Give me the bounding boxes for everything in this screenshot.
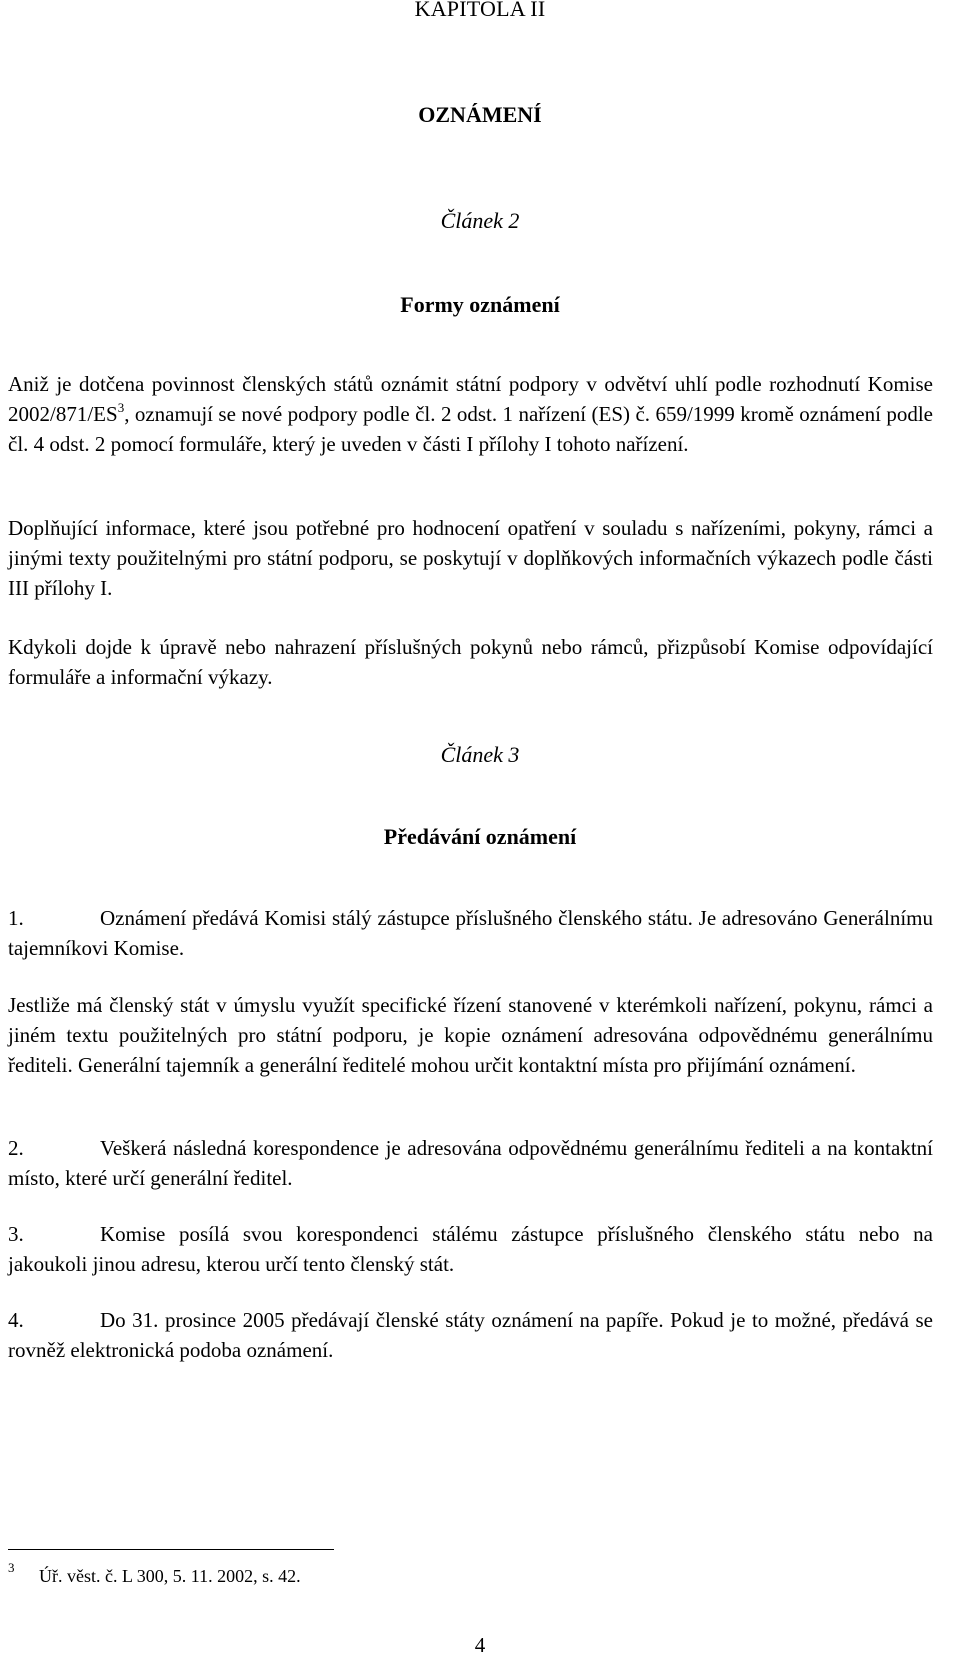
paragraph-text: Aniž je dotčena povinnost členských států oznámit státní podpory v odvětví uhlí podle rozhodnutí Komise 2002/871/ES: [8, 372, 933, 426]
article-2-paragraph-1: [8, 369, 933, 459]
item-number: 2.: [8, 1136, 24, 1160]
article-3-label: Článek 3: [440, 742, 520, 767]
article-3-title: Předávání oznámení: [383, 824, 577, 849]
item-number: 1.: [8, 906, 24, 930]
footnote-divider: [8, 1549, 334, 1550]
article-2-label: Článek 2: [440, 208, 520, 233]
item-number: 4.: [8, 1308, 24, 1332]
footnote-text: Úř. věst. č. L 300, 5. 11. 2002, s. 42.: [39, 1566, 301, 1586]
article-3-item-1: [8, 903, 933, 963]
item-text: Komise posílá svou korespondenci stálému zástupce příslušného členského státu nebo na jakoukoli jinou adresu, kterou určí tento členský stát.: [8, 1222, 933, 1276]
article-3-item-2: [8, 1133, 933, 1193]
item-text: Veškerá následná korespondence je adresována odpovědnému generálnímu řediteli a na kontaktní místo, které určí generální ředitel.: [8, 1136, 933, 1190]
item-number: 3.: [8, 1222, 24, 1246]
item-text: Oznámení předává Komisi stálý zástupce příslušného členského státu. Je adresováno Generálnímu tajemníkovi Komise.: [8, 906, 933, 960]
page-number: 4: [474, 1633, 486, 1657]
article-3-item-1-continuation: Jestliže má členský stát v úmyslu využít specifické řízení stanovené v kterémkoli nařízení, pokynu, rámci a jiném textu použitelných pro státní podporu, je kopie oznámení adresována odpovědnému generálnímu řediteli. Generální tajemník a generální ředitelé mohou určit kontaktní místa pro přijímání oznámení.: [8, 993, 933, 1077]
article-2-title: Formy oznámení: [400, 292, 560, 317]
article-3-item-4: [8, 1305, 933, 1365]
chapter-heading: KAPITOLA II: [414, 0, 546, 21]
article-2-paragraph-3: Kdykoli dojde k úpravě nebo nahrazení příslušných pokynů nebo rámců, přizpůsobí Komise odpovídající formuláře a informační výkazy.: [8, 635, 933, 689]
article-2-paragraph-2: Doplňující informace, které jsou potřebné pro hodnocení opatření v souladu s nařízeními, pokyny, rámci a jinými texty použitelnými pro státní podporu, se poskytují v doplňkových informačních výkazech podle části III přílohy I.: [8, 516, 933, 600]
paragraph-text-continued: , oznamují se nové podpory podle čl. 2 odst. 1 nařízení (ES) č. 659/1999 kromě oznámení podle čl. 4 odst. 2 pomocí formuláře, který je uveden v části I přílohy I tohoto nařízení.: [8, 402, 933, 456]
footnote-reference: 3: [117, 400, 125, 415]
item-text: Do 31. prosince 2005 předávají členské státy oznámení na papíře. Pokud je to možné, předává se rovněž elektronická podoba oznámení.: [8, 1308, 933, 1362]
section-title: OZNÁMENÍ: [418, 102, 542, 127]
footnote-mark: 3: [8, 1560, 15, 1575]
article-3-item-3: [8, 1219, 933, 1279]
